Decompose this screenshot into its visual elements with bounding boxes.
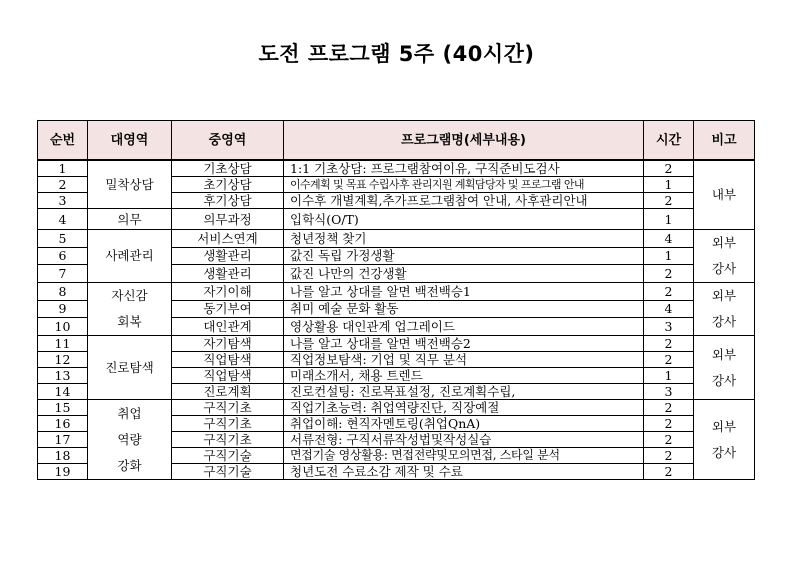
mid-area-cell: 동기부여 <box>172 300 284 318</box>
mid-area-cell: 구직기초 <box>172 416 284 432</box>
row-no: 10 <box>38 318 88 336</box>
header-program: 프로그램명(세부내용) <box>284 121 644 161</box>
major-area-cell: 밀착상담 <box>88 160 172 209</box>
program-cell: 취업이해: 현직자멘토링(취업QnA) <box>284 416 644 432</box>
hours-cell: 2 <box>644 336 694 352</box>
remarks-line: 외부 <box>711 235 737 250</box>
program-cell: 청년도전 수료소감 제작 및 수료 <box>284 464 644 480</box>
hours-cell: 4 <box>644 300 694 318</box>
mid-area-cell: 대인관계 <box>172 318 284 336</box>
major-area-cell <box>88 400 172 480</box>
row-no: 1 <box>38 160 88 177</box>
program-cell: 1:1 기초상담: 프로그램참여이유, 구직준비도검사 <box>284 160 644 177</box>
row-no: 2 <box>38 177 88 193</box>
hours-cell: 2 <box>644 400 694 416</box>
row-no: 15 <box>38 400 88 416</box>
page-title: 도전 프로그램 5주 (40시간) <box>258 42 535 66</box>
major-area-line: 강화 <box>117 457 142 473</box>
hours-cell: 2 <box>644 265 694 283</box>
mid-area-cell: 직업탐색 <box>172 368 284 384</box>
row-no: 8 <box>38 283 88 301</box>
row-no: 16 <box>38 416 88 432</box>
program-cell: 영상활용 대인관계 업그레이드 <box>284 318 644 336</box>
mid-area-cell: 구직기초 <box>172 432 284 448</box>
table-row <box>38 160 755 177</box>
hours-cell: 1 <box>644 177 694 193</box>
mid-area-cell: 구직기술 <box>172 448 284 464</box>
row-no: 11 <box>38 336 88 352</box>
major-area-cell: 진로탐색 <box>88 336 172 400</box>
program-cell: 나를 알고 상대를 알면 백전백승2 <box>284 336 644 352</box>
program-cell: 취미 예술 문화 활동 <box>284 300 644 318</box>
major-area-cell <box>88 283 172 336</box>
hours-cell: 3 <box>644 318 694 336</box>
table-row <box>38 336 755 352</box>
table-row <box>38 230 755 248</box>
hours-cell: 3 <box>644 384 694 400</box>
program-cell: 서류전형: 구직서류작성법및작성실습 <box>284 432 644 448</box>
program-cell: 면접기술 영상활용: 면접전략및모의면접, 스타일 분석 <box>284 448 644 464</box>
mid-area-cell: 초기상담 <box>172 177 284 193</box>
program-cell: 직업정보탐색: 기업 및 직무 분석 <box>284 352 644 368</box>
hours-cell: 2 <box>644 283 694 301</box>
major-area-line: 회복 <box>117 314 142 329</box>
program-cell: 진로컨설팅: 진로목표설정, 진로계획수립, <box>284 384 644 400</box>
mid-area-cell: 서비스연계 <box>172 230 284 248</box>
remarks-cell: 내부 <box>694 160 755 230</box>
header-major-area: 대영역 <box>88 121 172 161</box>
hours-cell: 2 <box>644 193 694 209</box>
row-no: 4 <box>38 209 88 230</box>
program-cell: 청년정책 찾기 <box>284 230 644 248</box>
remarks-line: 외부 <box>711 288 737 303</box>
table-header-row <box>38 121 755 161</box>
remarks-cell <box>694 283 755 336</box>
table-row <box>38 209 755 230</box>
major-area-line: 자신감 <box>111 288 148 303</box>
row-no: 13 <box>38 368 88 384</box>
header-remarks: 비고 <box>694 121 755 161</box>
table-row <box>38 400 755 416</box>
row-no: 14 <box>38 384 88 400</box>
program-table <box>37 120 755 480</box>
major-area-cell: 사례관리 <box>88 230 172 283</box>
mid-area-cell: 구직기초 <box>172 400 284 416</box>
header-hours: 시간 <box>644 121 694 161</box>
header-mid-area: 중영역 <box>172 121 284 161</box>
header-no: 순번 <box>38 121 88 161</box>
hours-cell: 2 <box>644 464 694 480</box>
mid-area-cell: 구직기술 <box>172 464 284 480</box>
hours-cell: 1 <box>644 209 694 230</box>
hours-cell: 2 <box>644 160 694 177</box>
mid-area-cell: 자기이해 <box>172 283 284 301</box>
row-no: 5 <box>38 230 88 248</box>
row-no: 3 <box>38 193 88 209</box>
table-row <box>38 283 755 301</box>
mid-area-cell: 후기상담 <box>172 193 284 209</box>
mid-area-cell: 직업탐색 <box>172 352 284 368</box>
remarks-line: 강사 <box>711 372 737 388</box>
program-cell: 값진 나만의 건강생활 <box>284 265 644 283</box>
remarks-cell <box>694 400 755 480</box>
row-no: 12 <box>38 352 88 368</box>
major-area-line: 취업 <box>117 405 142 421</box>
program-cell: 나를 알고 상대를 알면 백전백승1 <box>284 283 644 301</box>
hours-cell: 2 <box>644 432 694 448</box>
remarks-cell <box>694 336 755 400</box>
row-no: 19 <box>38 464 88 480</box>
row-no: 6 <box>38 247 88 265</box>
mid-area-cell: 자기탐색 <box>172 336 284 352</box>
mid-area-cell: 생활관리 <box>172 265 284 283</box>
remarks-line: 강사 <box>711 314 737 329</box>
mid-area-cell: 기초상담 <box>172 160 284 177</box>
mid-area-cell: 생활관리 <box>172 247 284 265</box>
major-area-cell: 의무 <box>88 209 172 230</box>
program-cell: 이수후 개별계획,추가프로그램참여 안내, 사후관리안내 <box>284 193 644 209</box>
program-cell: 이수계획 및 목표 수립사후 관리지원 계획담당자 및 프로그램 안내 <box>284 177 644 193</box>
remarks-cell <box>694 230 755 283</box>
row-no: 17 <box>38 432 88 448</box>
remarks-line: 외부 <box>711 346 737 362</box>
remarks-line: 외부 <box>711 418 737 434</box>
hours-cell: 2 <box>644 448 694 464</box>
row-no: 7 <box>38 265 88 283</box>
hours-cell: 1 <box>644 368 694 384</box>
program-cell: 입학식(O/T) <box>284 209 644 230</box>
mid-area-cell: 진로계획 <box>172 384 284 400</box>
row-no: 18 <box>38 448 88 464</box>
program-cell: 미래소개서, 채용 트렌드 <box>284 368 644 384</box>
remarks-line: 강사 <box>711 261 737 276</box>
program-cell: 값진 독립 가정생활 <box>284 247 644 265</box>
row-no: 9 <box>38 300 88 318</box>
program-cell: 직업기초능력: 취업역량진단, 직장예절 <box>284 400 644 416</box>
hours-cell: 2 <box>644 352 694 368</box>
hours-cell: 2 <box>644 416 694 432</box>
remarks-line: 강사 <box>711 444 737 460</box>
hours-cell: 1 <box>644 247 694 265</box>
major-area-line: 역량 <box>117 431 142 447</box>
mid-area-cell: 의무과정 <box>172 209 284 230</box>
hours-cell: 4 <box>644 230 694 248</box>
